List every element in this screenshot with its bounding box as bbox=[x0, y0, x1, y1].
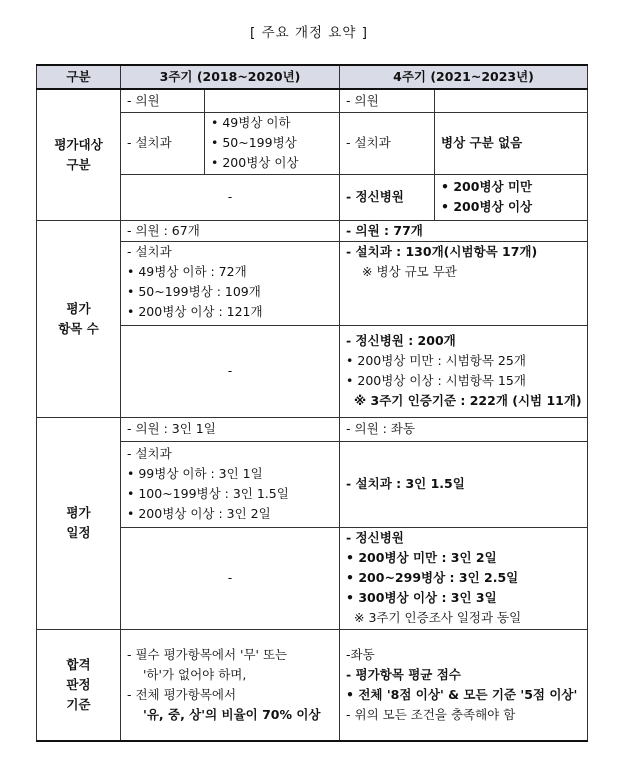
cell: -좌동 - 평가항목 평균 점수 • 전체 '8점 이상' & 모든 기준 '5점 이상' - 위의 모든 조건을 충족해야 함 bbox=[340, 629, 588, 741]
header-row bbox=[37, 65, 588, 89]
cell: • 200병상 미만 • 200병상 이상 bbox=[435, 174, 588, 220]
header-category: 구분 bbox=[37, 65, 121, 89]
cell: - bbox=[121, 174, 340, 220]
row-label-items: 평가 항목 수 bbox=[37, 220, 121, 417]
table-row bbox=[37, 89, 588, 112]
cell: - 의원 : 3인 1일 bbox=[121, 417, 340, 441]
cell: - 의원 : 좌동 bbox=[340, 417, 588, 441]
cell: - 정신병원 bbox=[340, 174, 435, 220]
cell: • 49병상 이하 • 50~199병상 • 200병상 이상 bbox=[205, 112, 340, 174]
cell: - 정신병원 • 200병상 미만 : 3인 2일 • 200~299병상 : 3인 2.5일 • 300병상 이상 : 3인 3일 ※ 3주기 인증조사 일정과 동일 bbox=[340, 527, 588, 629]
revision-summary-table bbox=[36, 64, 588, 742]
row-label-schedule: 평가 일정 bbox=[37, 417, 121, 629]
cell: - 필수 평가항목에서 '무' 또는 '하'가 없어야 하며, - 전체 평가항목에서 '유, 중, 상'의 비율이 70% 이상 bbox=[121, 629, 340, 741]
cell: - 의원 : 67개 bbox=[121, 220, 340, 241]
cell bbox=[205, 89, 340, 112]
cell: - 설치과 • 99병상 이하 : 3인 1일 • 100~199병상 : 3인 1.5일 • 200병상 이상 : 3인 2일 bbox=[121, 441, 340, 527]
cell: 병상 구분 없음 bbox=[435, 112, 588, 174]
row-label-criteria: 합격 판정 기준 bbox=[37, 629, 121, 741]
cell: - 의원 bbox=[121, 89, 205, 112]
page-title: [ 주요 개정 요약 ] bbox=[250, 25, 368, 41]
table-row bbox=[37, 629, 588, 741]
header-cycle4: 4주기 (2021~2023년) bbox=[340, 65, 588, 89]
header-cycle3: 3주기 (2018~2020년) bbox=[121, 65, 340, 89]
cell: - bbox=[121, 527, 340, 629]
table-row bbox=[37, 417, 588, 441]
cell: - 설치과 • 49병상 이하 : 72개 • 50~199병상 : 109개 • 200병상 이상 : 121개 bbox=[121, 241, 340, 325]
cell bbox=[435, 89, 588, 112]
cell: - 의원 : 77개 bbox=[340, 220, 588, 241]
cell: - 설치과 bbox=[121, 112, 205, 174]
table-row bbox=[37, 220, 588, 241]
cell: - 설치과 : 3인 1.5일 bbox=[340, 441, 588, 527]
row-label-target: 평가대상 구분 bbox=[37, 89, 121, 220]
cell: - 의원 bbox=[340, 89, 435, 112]
cell: - 설치과 bbox=[340, 112, 435, 174]
cell: - 정신병원 : 200개 • 200병상 미만 : 시범항목 25개 • 200병상 이상 : 시범항목 15개 ※ 3주기 인증기준 : 222개 (시범 11개) bbox=[340, 325, 588, 417]
cell: - 설치과 : 130개(시범항목 17개) ※ 병상 규모 무관 bbox=[340, 241, 588, 325]
cell: - bbox=[121, 325, 340, 417]
